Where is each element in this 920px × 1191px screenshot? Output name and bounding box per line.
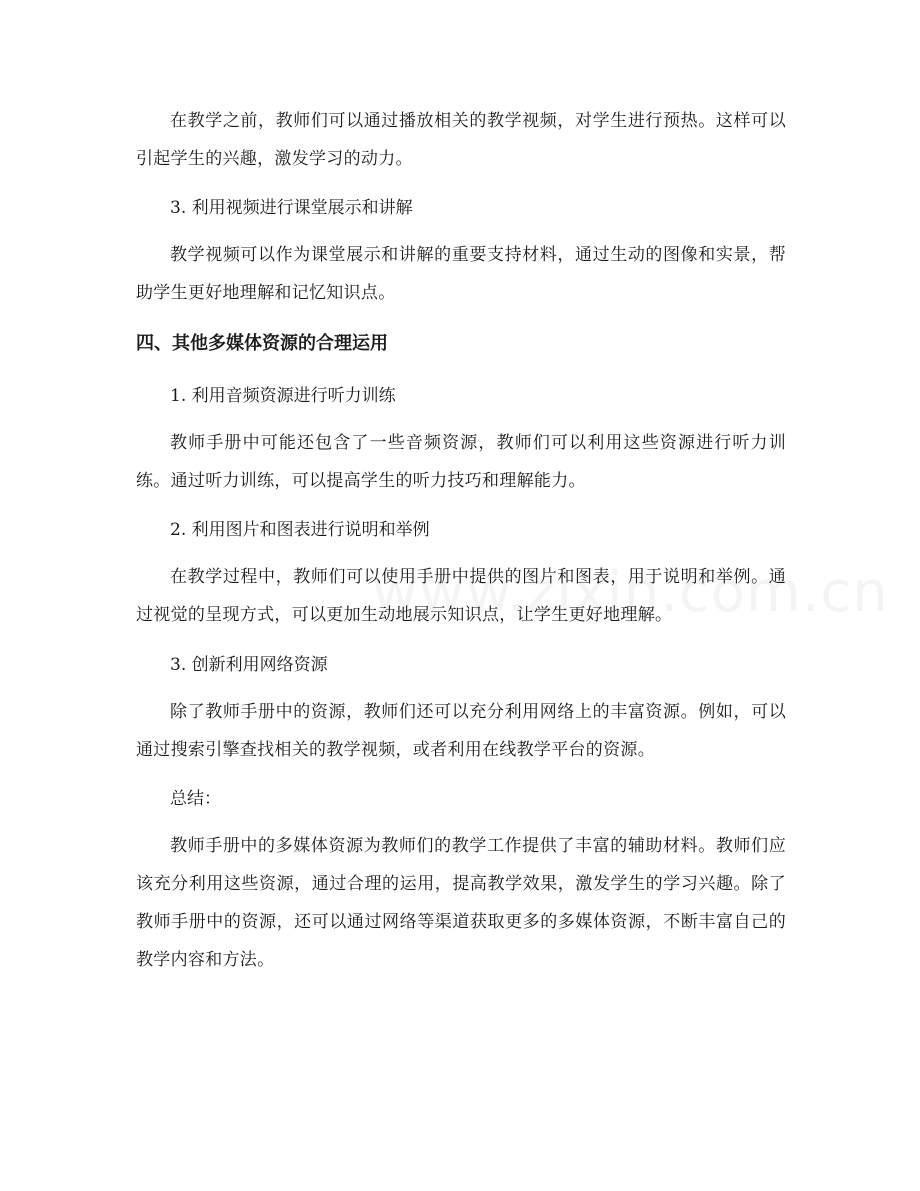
paragraph-images: 在教学过程中，教师们可以使用手册中提供的图片和图表，用于说明和举例。通过视觉的呈现方式，可以更加生动地展示知识点，让学生更好地理解。 xyxy=(136,567,786,625)
list-item-video-class: 3. 利用视频进行课堂展示和讲解 xyxy=(170,198,413,218)
paragraph-network: 除了教师手册中的资源，教师们还可以充分利用网络上的丰富资源。例如，可以通过搜索引擎查找相关的教学视频，或者利用在线教学平台的资源。 xyxy=(136,702,786,760)
paragraph-summary: 教师手册中的多媒体资源为教师们的教学工作提供了丰富的辅助材料。教师们应该充分利用这些资源，通过合理的运用，提高教学效果，激发学生的学习兴趣。除了教师手册中的资源，还可以通过网络等渠道获取更多的多媒体资源，不断丰富自己的教学内容和方法。 xyxy=(136,836,786,970)
paragraph-audio: 教师手册中可能还包含了一些音频资源，教师们可以利用这些资源进行听力训练。通过听力训练，可以提高学生的听力技巧和理解能力。 xyxy=(136,433,786,491)
paragraph-preheat: 在教学之前，教师们可以通过播放相关的教学视频，对学生进行预热。这样可以引起学生的兴趣，激发学习的动力。 xyxy=(136,111,786,169)
section-heading: 四、其他多媒体资源的合理运用 xyxy=(136,333,388,354)
list-item-images: 2. 利用图片和图表进行说明和举例 xyxy=(170,520,430,540)
paragraph-video-class: 教学视频可以作为课堂展示和讲解的重要支持材料，通过生动的图像和实景，帮助学生更好地理解和记忆知识点。 xyxy=(136,245,786,303)
list-item-network: 3. 创新利用网络资源 xyxy=(170,655,328,675)
summary-label: 总结： xyxy=(170,789,221,809)
list-item-audio: 1. 利用音频资源进行听力训练 xyxy=(170,386,396,406)
